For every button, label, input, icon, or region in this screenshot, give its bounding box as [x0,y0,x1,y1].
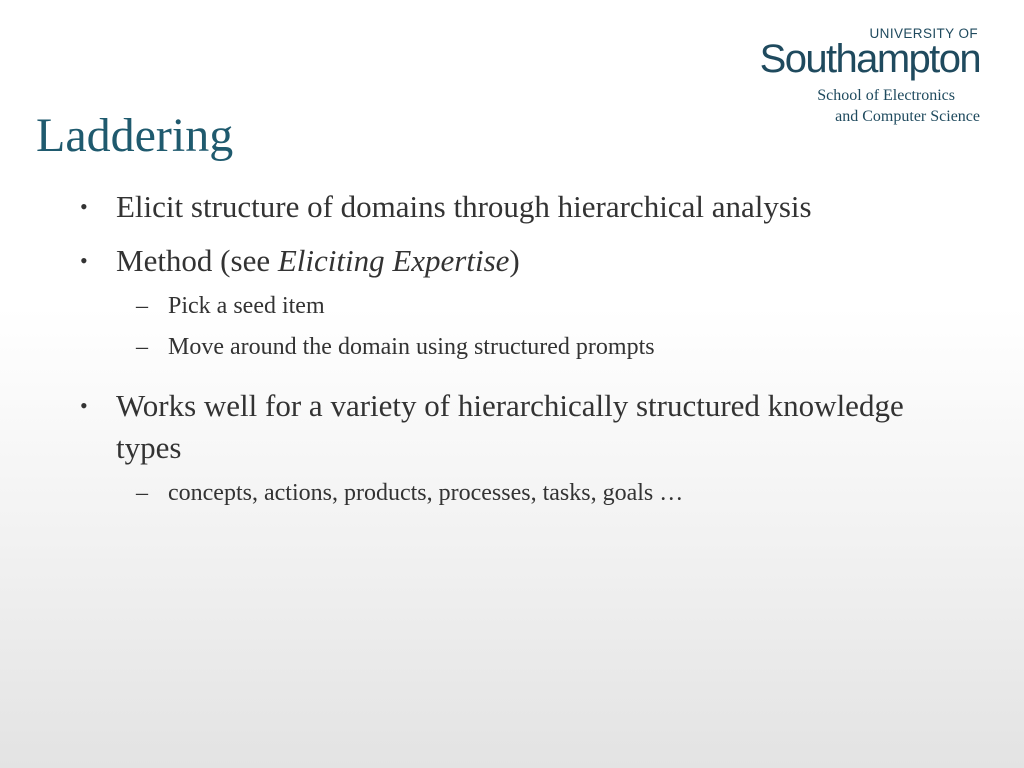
bullet-text-after: ) [509,243,520,278]
slide-title: Laddering [36,109,234,162]
logo-school-line1: School of Electronics [817,87,955,104]
bullet-marker: • [80,393,88,418]
bullet-marker: • [80,248,88,273]
sub-bullet-text: Pick a seed item [168,293,325,319]
logo-school-line2: and Computer Science [835,108,980,125]
sub-bullet-marker: – [136,334,148,360]
bullet-text-before: Method (see [116,243,278,278]
sub-bullet-item [80,331,940,363]
sub-bullet-item [80,290,940,322]
logo-southampton: Southampton [759,37,980,81]
logo-school [760,85,980,127]
sub-bullet-marker: – [136,480,148,506]
sub-bullet-item [80,477,940,509]
bullet-item [80,240,940,282]
sub-bullet-marker: – [136,293,148,319]
sub-bullet-text: concepts, actions, products, processes, tasks, goals … [168,480,684,506]
bullet-text: Works well for a variety of hierarchically structured knowledge types [116,388,904,465]
bullet-item [80,186,940,228]
university-logo [760,26,980,127]
sub-bullet-text: Move around the domain using structured prompts [168,334,655,360]
logo-university-of: UNIVERSITY OF [869,26,978,41]
bullet-text: Elicit structure of domains through hierarchical analysis [116,189,812,224]
slide-body [80,186,940,522]
bullet-item [80,385,940,469]
bullet-marker: • [80,194,88,219]
bullet-text-italic: Eliciting Expertise [277,243,510,278]
